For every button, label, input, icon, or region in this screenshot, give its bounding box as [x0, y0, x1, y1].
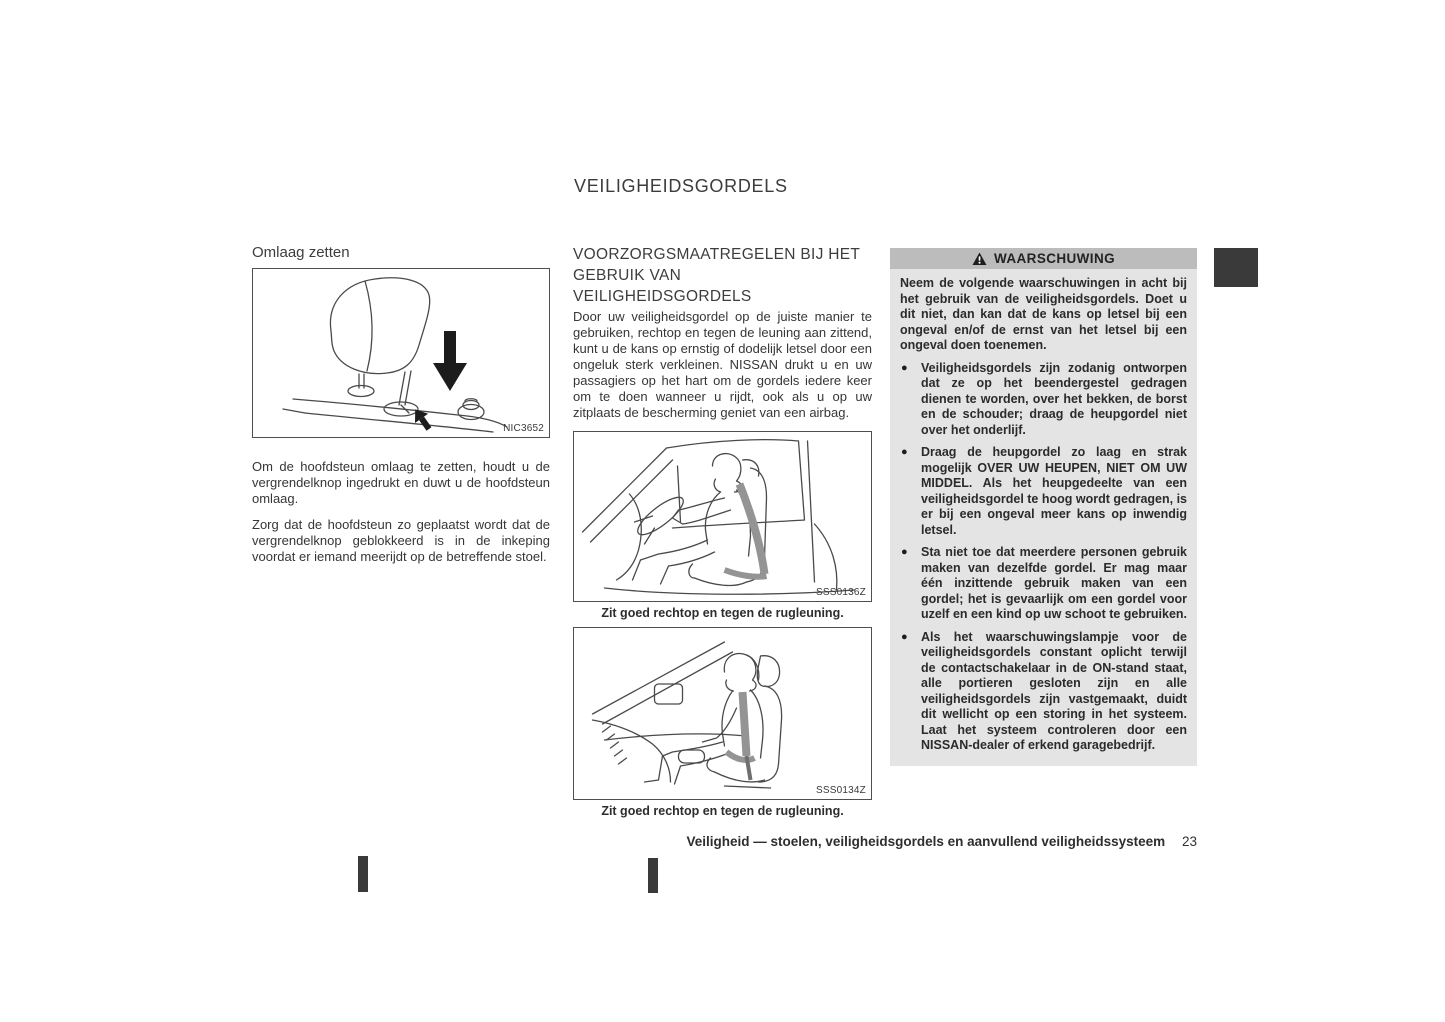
passenger-belted-figure — [573, 627, 872, 800]
warning-header — [890, 248, 1197, 269]
warning-body — [890, 269, 1197, 766]
page-title: VEILIGHEIDSGORDELS — [574, 176, 788, 196]
bullet-icon: ● — [901, 630, 908, 643]
warning-bullet-item: ● Draag de heupgordel zo laag en strak mogelijk OVER UW HEUPEN, NIET OM UW MIDDEL. Als het heupgedeelte van een veiligheidsgordel te hoog wordt gedragen, is er bij een ongeval meer kans op inwendig letsel. — [901, 445, 1188, 537]
footer-chapter-title: Veiligheid — stoelen, veiligheidsgordels en aanvullend veiligheidssysteem — [686, 834, 1166, 849]
driver-seatbelt-illustration — [574, 432, 871, 601]
warning-bullet-item: ● Veiligheidsgordels zijn zodanig ontworpen dat ze op het beendergestel gedragen dienen te worden, over het bekken, de borst en de schouder; draag de heupgordel niet over het onderlijf. — [901, 360, 1187, 437]
figure-code: SSS0136Z — [816, 587, 866, 598]
shoulder-belt — [740, 484, 765, 574]
bullet-icon: ● — [901, 361, 908, 374]
precautions-paragraph: Door uw veiligheidsgordel op de juiste manier te gebruiken, rechtop en tegen de leuning aan zittend, kunt u de kans op ernstig of dodelijk letsel door een ongeluk sterk verkleinen. NISSAN drukt u en uw passagiers op het hart om de gordels iedere keer om te doen wanneer u rijdt, ook als u op uw zitplaats de bescherming geniet van een airbag. — [573, 309, 872, 420]
bullet-icon: ● — [901, 446, 908, 458]
down-arrow-icon — [433, 331, 467, 391]
figure-caption: Zit goed rechtop en tegen de rugleuning. — [601, 804, 844, 818]
figure-code: SSS0134Z — [816, 785, 866, 796]
middle-column — [573, 244, 872, 825]
section-tab-marker — [1214, 248, 1258, 287]
shoulder-belt — [743, 692, 747, 756]
warning-intro: Neem de volgende waarschuwingen in acht bij het gebruik van de veiligheidsgordels. Doet u dit niet, dan kan dat de kans op letsel bij een ongeval en/of de ernst van het letsel bij een ongeval doen toenemen. — [900, 276, 1187, 352]
page-footer — [687, 834, 1197, 849]
bullet-icon: ● — [901, 546, 908, 558]
precautions-heading: VOORZORGSMAATREGELEN BIJ HET GEBRUIK VAN VEILIGHEIDSGORDELS — [573, 246, 861, 305]
headrest-illustration — [253, 269, 549, 437]
warning-title: WAARSCHUWING — [993, 251, 1116, 266]
driver-belted-figure — [573, 431, 872, 602]
warning-bullet-item: ● Sta niet toe dat meerdere personen gebruik maken van dezelfde gordel. Er mag maar één inzittende gebruik maken van een gordel; het is gevaarlijk om een gordel voor uzelf en een kind op uw schoot te gebruiken. — [901, 545, 1188, 621]
warning-bullet-item: ● Als het waarschuwingslampje voor de veiligheidsgordels constant oplicht terwijl de contactschakelaar in de ON-stand staat, alle portieren gesloten zijn en alle veiligheidsgordels zijn vastgemaakt, duidt dit wellicht op een storing in het systeem. Laat het systeem controleren door een NISSAN-dealer of erkend garagebedrijf. — [901, 629, 1187, 752]
passenger-seatbelt-illustration — [574, 628, 871, 799]
warning-triangle-icon — [972, 252, 987, 266]
page-number: 23 — [1181, 834, 1197, 849]
headrest-figure — [252, 268, 550, 438]
warning-bullet-list — [900, 361, 1187, 754]
left-column — [252, 244, 550, 575]
figure-caption: Zit goed rechtop en tegen de rugleuning. — [601, 606, 844, 620]
headrest-paragraph-1: Om de hoofdsteun omlaag te zetten, houdt u de vergrendelknop ingedrukt en duwt u de hoofdsteun omlaag. — [252, 459, 550, 506]
lower-headrest-heading: Omlaag zetten — [252, 244, 350, 261]
figure-code: NIC3652 — [503, 423, 544, 434]
headrest-paragraph-2: Zorg dat de hoofdsteun zo geplaatst wordt dat de vergrendelknop geblokkeerd is in de inkeping voordat er iemand meerijdt op de betreffende stoel. — [252, 517, 550, 564]
release-arrow-icon — [409, 405, 436, 434]
registration-mark — [358, 856, 368, 892]
registration-mark — [648, 858, 658, 893]
warning-box — [890, 248, 1197, 766]
